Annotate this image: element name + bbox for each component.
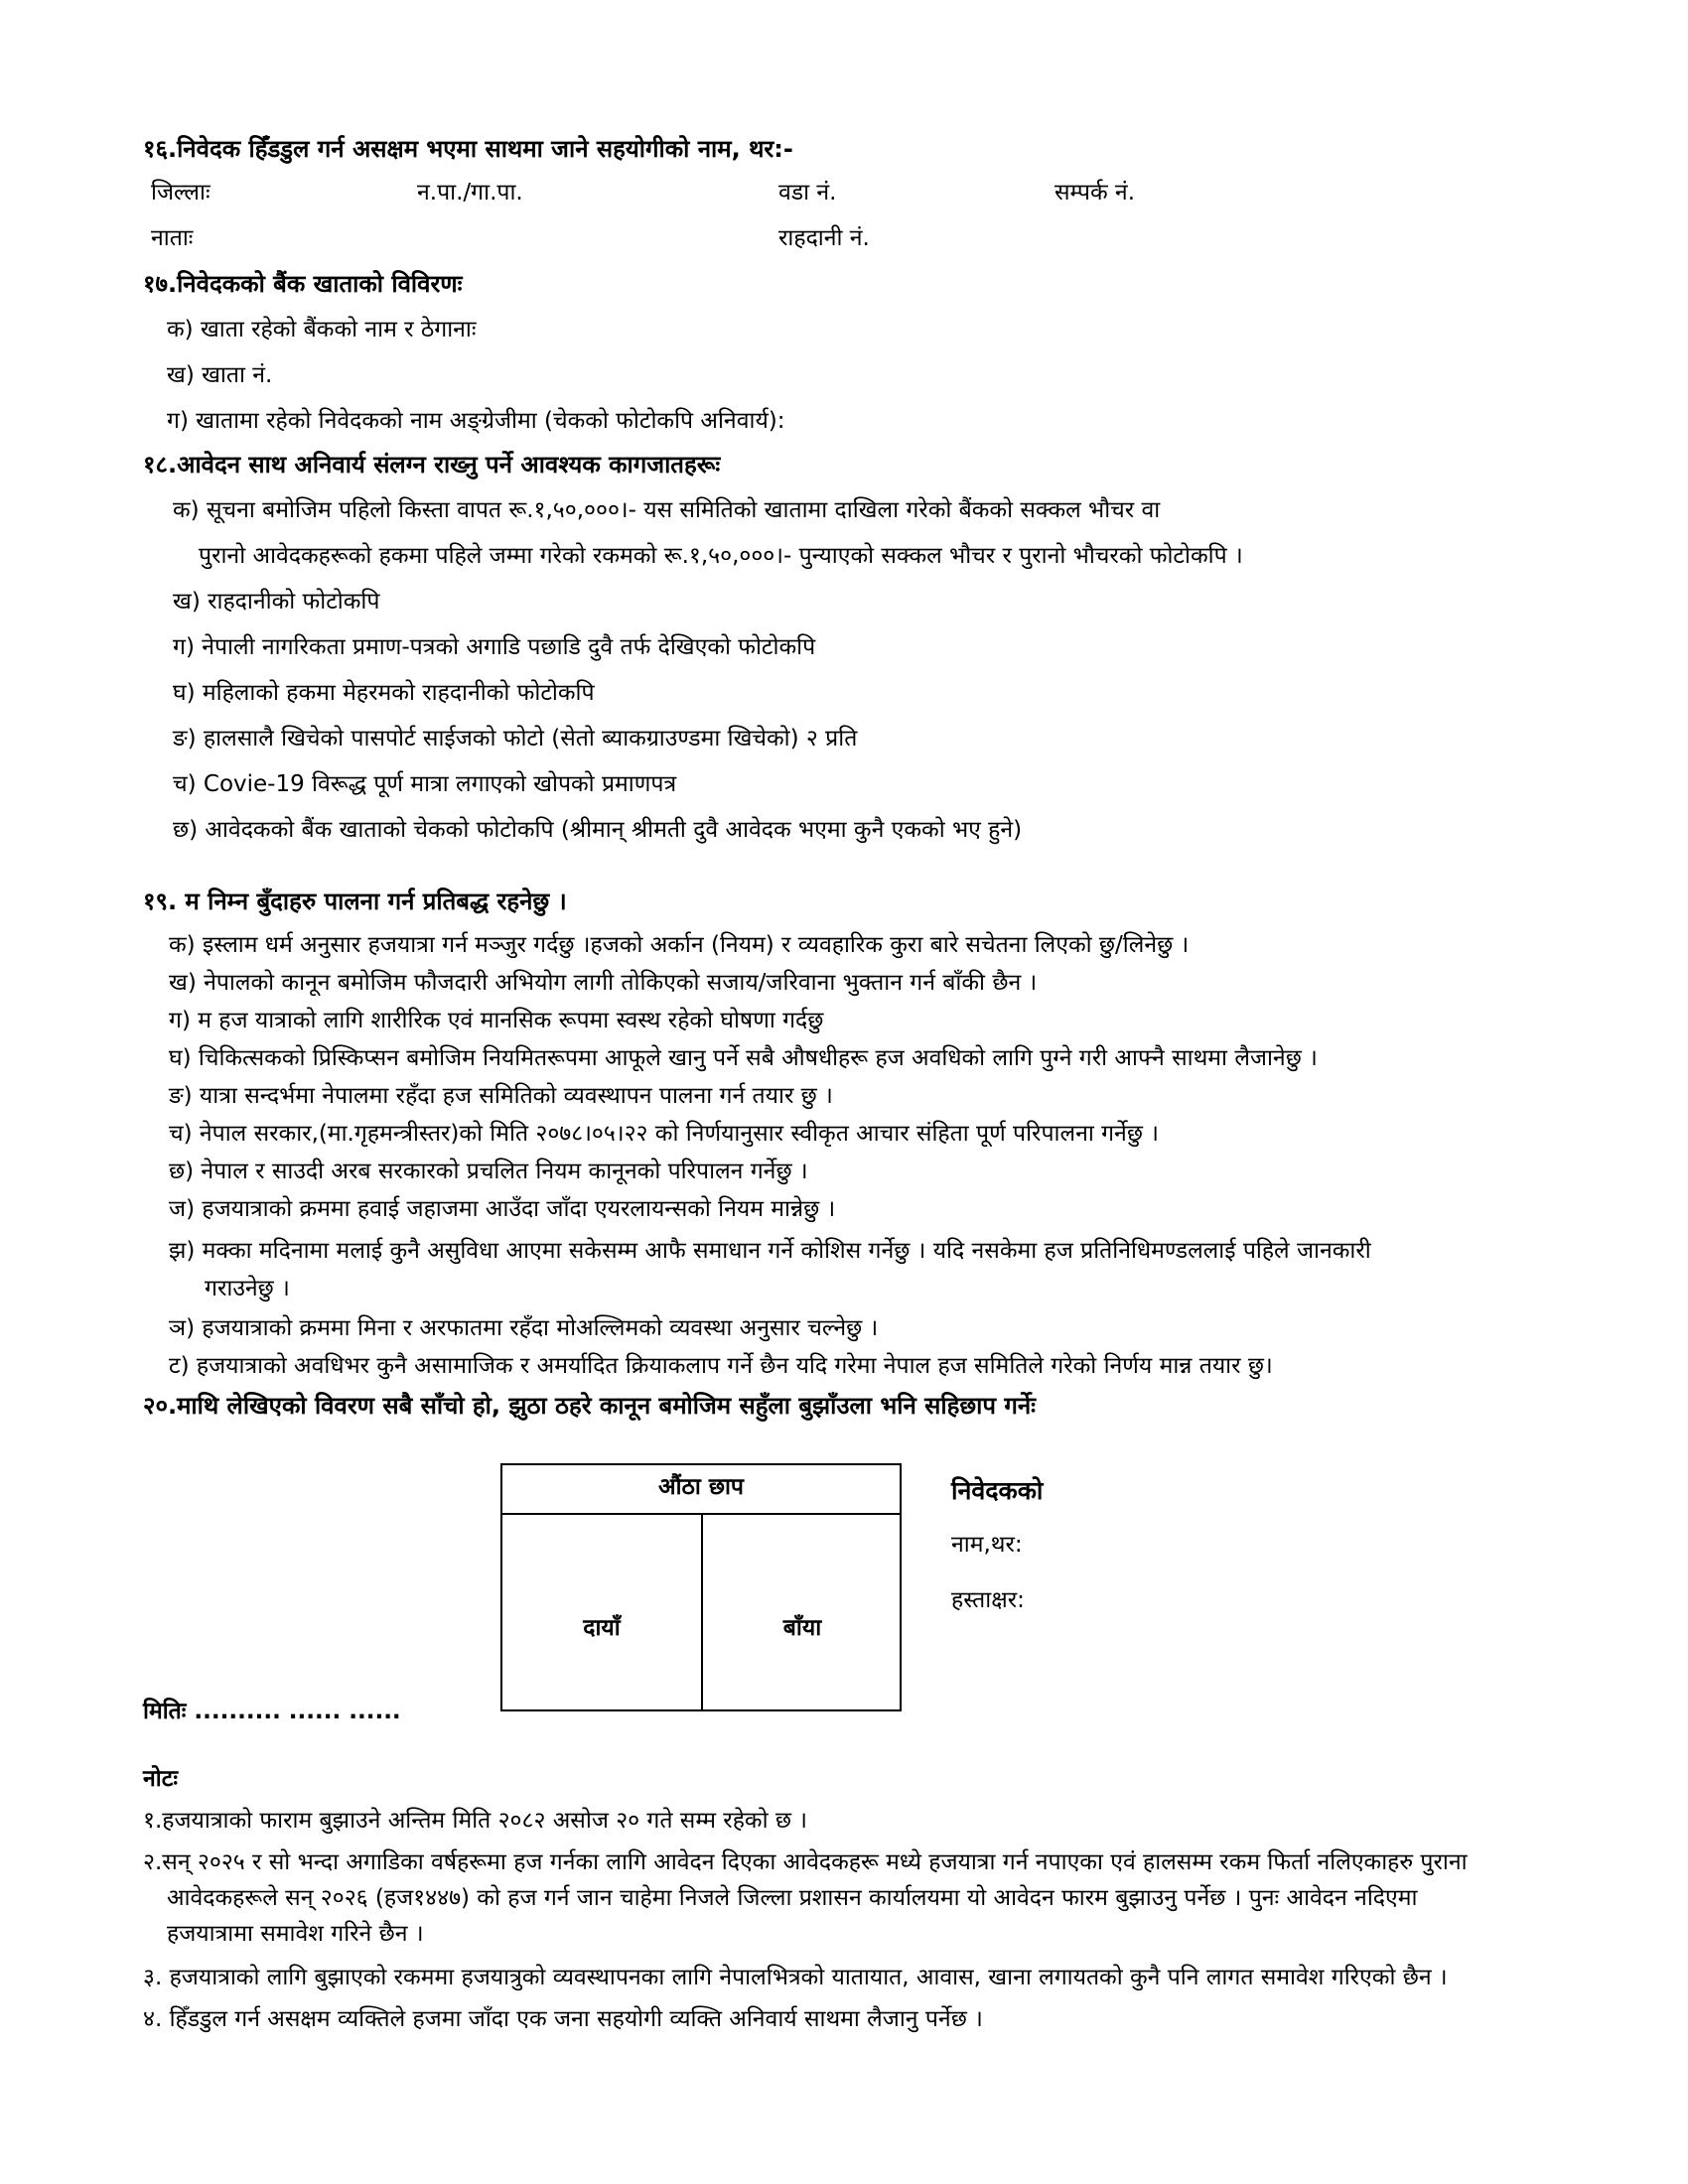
thumbprint-header: औंठा छाप (502, 1465, 900, 1515)
note-title: नोटः (143, 1766, 178, 1792)
municipality-label: न.पा./गा.पा. (417, 180, 523, 205)
account-holder-item: ग) खातामा रहेको निवेदकको नाम अङ्ग्रेजीमा (चेकको फोटोकपि अनिवार्य): (167, 408, 785, 434)
pledge-item-continued: गराउनेछु । (205, 1276, 290, 1301)
document-item: च) Covie-19 विरूद्ध पूर्ण मात्रा लगाएको खोपको प्रमाणपत्र (173, 771, 677, 797)
bank-name-item: क) खाता रहेको बैंकको नाम र ठेगानाः (167, 317, 477, 342)
applicant-title: निवेदकको (951, 1476, 1044, 1505)
document-item: पुरानो आवेदकहरूको हकमा पहिले जम्मा गरेको रकमको रू.१,५०,०००।- पुन्याएको सक्कल भौचर र पुरानो भौचरको फोटोकपि । (199, 543, 1243, 569)
section-20-title: २०.माथि लेखिएको विवरण सबै साँचो हो, झुठा ठहरे कानून बमोजिम सहुँला बुझाँउला भनि सहिछाप गर्नेः (143, 1392, 1037, 1420)
section-17-title: १७.निवेदकको बैंक खाताको विविरणः (143, 270, 463, 298)
pledge-item: ग) म हज यात्राको लागि शारीरिक एवं मानसिक रूपमा स्वस्थ रहेको घोषणा गर्दछु (169, 1008, 824, 1033)
account-number-item: ख) खाता नं. (167, 362, 273, 388)
document-item: ङ) हालसालै खिचेको पासपोर्ट साईजको फोटो (सेतो ब्याकग्राउण्डमा खिचेको) २ प्रति (173, 726, 858, 751)
pledge-item: झ) मक्का मदिनामा मलाई कुनै असुविधा आएमा सकेसम्म आफै समाधान गर्ने कोशिस गर्नेछु । यदि नसकेमा हज प्रतिनिधिमण्डललाई पहिले जानकारी (169, 1238, 1371, 1264)
contact-label: सम्पर्क नं. (1055, 180, 1136, 205)
thumbprint-box (500, 1463, 902, 1711)
pledge-item: ञ) हजयात्राको क्रममा मिना र अरफातमा रहँदा मोअल्लिमको व्यवस्था अनुसार चल्नेछु । (169, 1315, 879, 1341)
pledge-item: ख) नेपालको कानून बमोजिम फौजदारी अभियोग लागी तोकिएको सजाय/जरिवाना भुक्तान गर्न बाँकी छैन । (169, 970, 1038, 996)
section-18-title: १८.आवेदन साथ अनिवार्य संलग्न राख्नु पर्ने आवश्यक कागजातहरूः (143, 451, 721, 478)
pledge-item: क) इस्लाम धर्म अनुसार हजयात्रा गर्न मञ्जुर गर्दछु ।हजको अर्कान (नियम) र व्यवहारिक कुरा बारे सचेतना लिएको छु/लिनेछु । (169, 932, 1190, 958)
right-thumb-label: दायाँ (583, 1615, 621, 1641)
note-line: २.सन् २०२५ र सो भन्दा अगाडिका वर्षहरूमा हज गर्नका लागि आवेदन दिएका आवेदकहरू मध्ये हजयात्रा गर्न नपाएका एवं हालसम्म रकम फिर्ता नलिएकाहरु पुराना (143, 1849, 1468, 1875)
passport-label: राहदानी नं. (778, 225, 870, 251)
left-thumb-label: बाँया (782, 1615, 822, 1641)
document-item: ख) राहदानीको फोटोकपि (173, 589, 380, 614)
applicant-name-label: नाम,थर: (951, 1532, 1023, 1558)
section-16-title: १६.निवेदक हिँडडुल गर्न असक्षम भएमा साथमा जाने सहयोगीको नाम, थर:- (143, 135, 793, 163)
pledge-item: घ) चिकित्सकको प्रिस्किप्सन बमोजिम नियमितरूपमा आफूले खानु पर्ने सबै औषधीहरू हज अवधिको लागि पुग्ने गरी आफ्नै साथमा लैजानेछु । (169, 1045, 1318, 1071)
ward-label: वडा नं. (778, 180, 837, 205)
document-item: छ) आवेदकको बैंक खाताको चेकको फोटोकपि (श्रीमान् श्रीमती दुवै आवेदक भएमा कुनै एकको भए हुने) (173, 817, 1023, 843)
relation-label: नाताः (151, 225, 194, 251)
date-line: मितिः .......... ...... ...... (143, 1699, 401, 1724)
pledge-item: ज) हजयात्राको क्रममा हवाई जहाजमा आउँदा जाँदा एयरलायन्सको नियम मान्नेछु । (169, 1196, 836, 1222)
note-line: ३. हजयात्राको लागि बुझाएको रकममा हजयात्रुको व्यवस्थापनका लागि नेपालभित्रको यातायात, आवास, खाना लगायतको कुनै पनि लागत समावेश गरिएको छैन । (143, 1965, 1448, 1990)
note-line: १.हजयात्राको फाराम बुझाउने अन्तिम मिति २०८२ असोज २० गते सम्म रहेको छ । (143, 1808, 807, 1834)
pledge-item: छ) नेपाल र साउदी अरब सरकारको प्रचलित नियम कानूनको परिपालन गर्नेछु । (169, 1159, 808, 1184)
section-19-title: १९. म निम्न बुँदाहरु पालना गर्न प्रतिबद्ध रहनेछु । (143, 887, 567, 915)
note-line: ४. हिँडडुल गर्न असक्षम व्यक्तिले हजमा जाँदा एक जना सहयोगी व्यक्ति अनिवार्य साथमा लैजानु पर्नेछ । (143, 2006, 983, 2032)
note-line: आवेदकहरूले सन् २०२६ (हज१४४७) को हज गर्न जान चाहेमा निजले जिल्ला प्रशासन कार्यालयमा यो आवेदन फारम बुझाउनु पर्नेछ । पुनः आवेदन नदिएमा (167, 1885, 1418, 1911)
document-item: ग) नेपाली नागरिकता प्रमाण-पत्रको अगाडि पछाडि दुवै तर्फ देखिएको फोटोकपि (173, 634, 816, 660)
district-label: जिल्लाः (151, 180, 211, 205)
applicant-signature-label: हस्ताक्षर: (951, 1587, 1025, 1613)
note-line: हजयात्रामा समावेश गरिने छैन । (167, 1921, 424, 1947)
pledge-item: च) नेपाल सरकार,(मा.गृहमन्त्रीस्तर)को मिति २०७८।०५।२२ को निर्णयानुसार स्वीकृत आचार संहिता पूर्ण परिपालना गर्नेछु । (169, 1121, 1159, 1147)
pledge-item: ट) हजयात्राको अवधिभर कुनै असामाजिक र अमर्यादित क्रियाकलाप गर्ने छैन यदि गरेमा नेपाल हज समितिले गरेको निर्णय मान्न तयार छु। (169, 1353, 1273, 1379)
pledge-item: ङ) यात्रा सन्दर्भमा नेपालमा रहँदा हज समितिको व्यवस्थापन पालना गर्न तयार छु । (169, 1083, 833, 1109)
document-item: घ) महिलाको हकमा मेहरमको राहदानीको फोटोकपि (173, 680, 595, 706)
document-item: क) सूचना बमोजिम पहिलो किस्ता वापत रू.१,५०,०००।- यस समितिको खातामा दाखिला गरेको बैंकको सक्कल भौचर वा (173, 497, 1161, 523)
